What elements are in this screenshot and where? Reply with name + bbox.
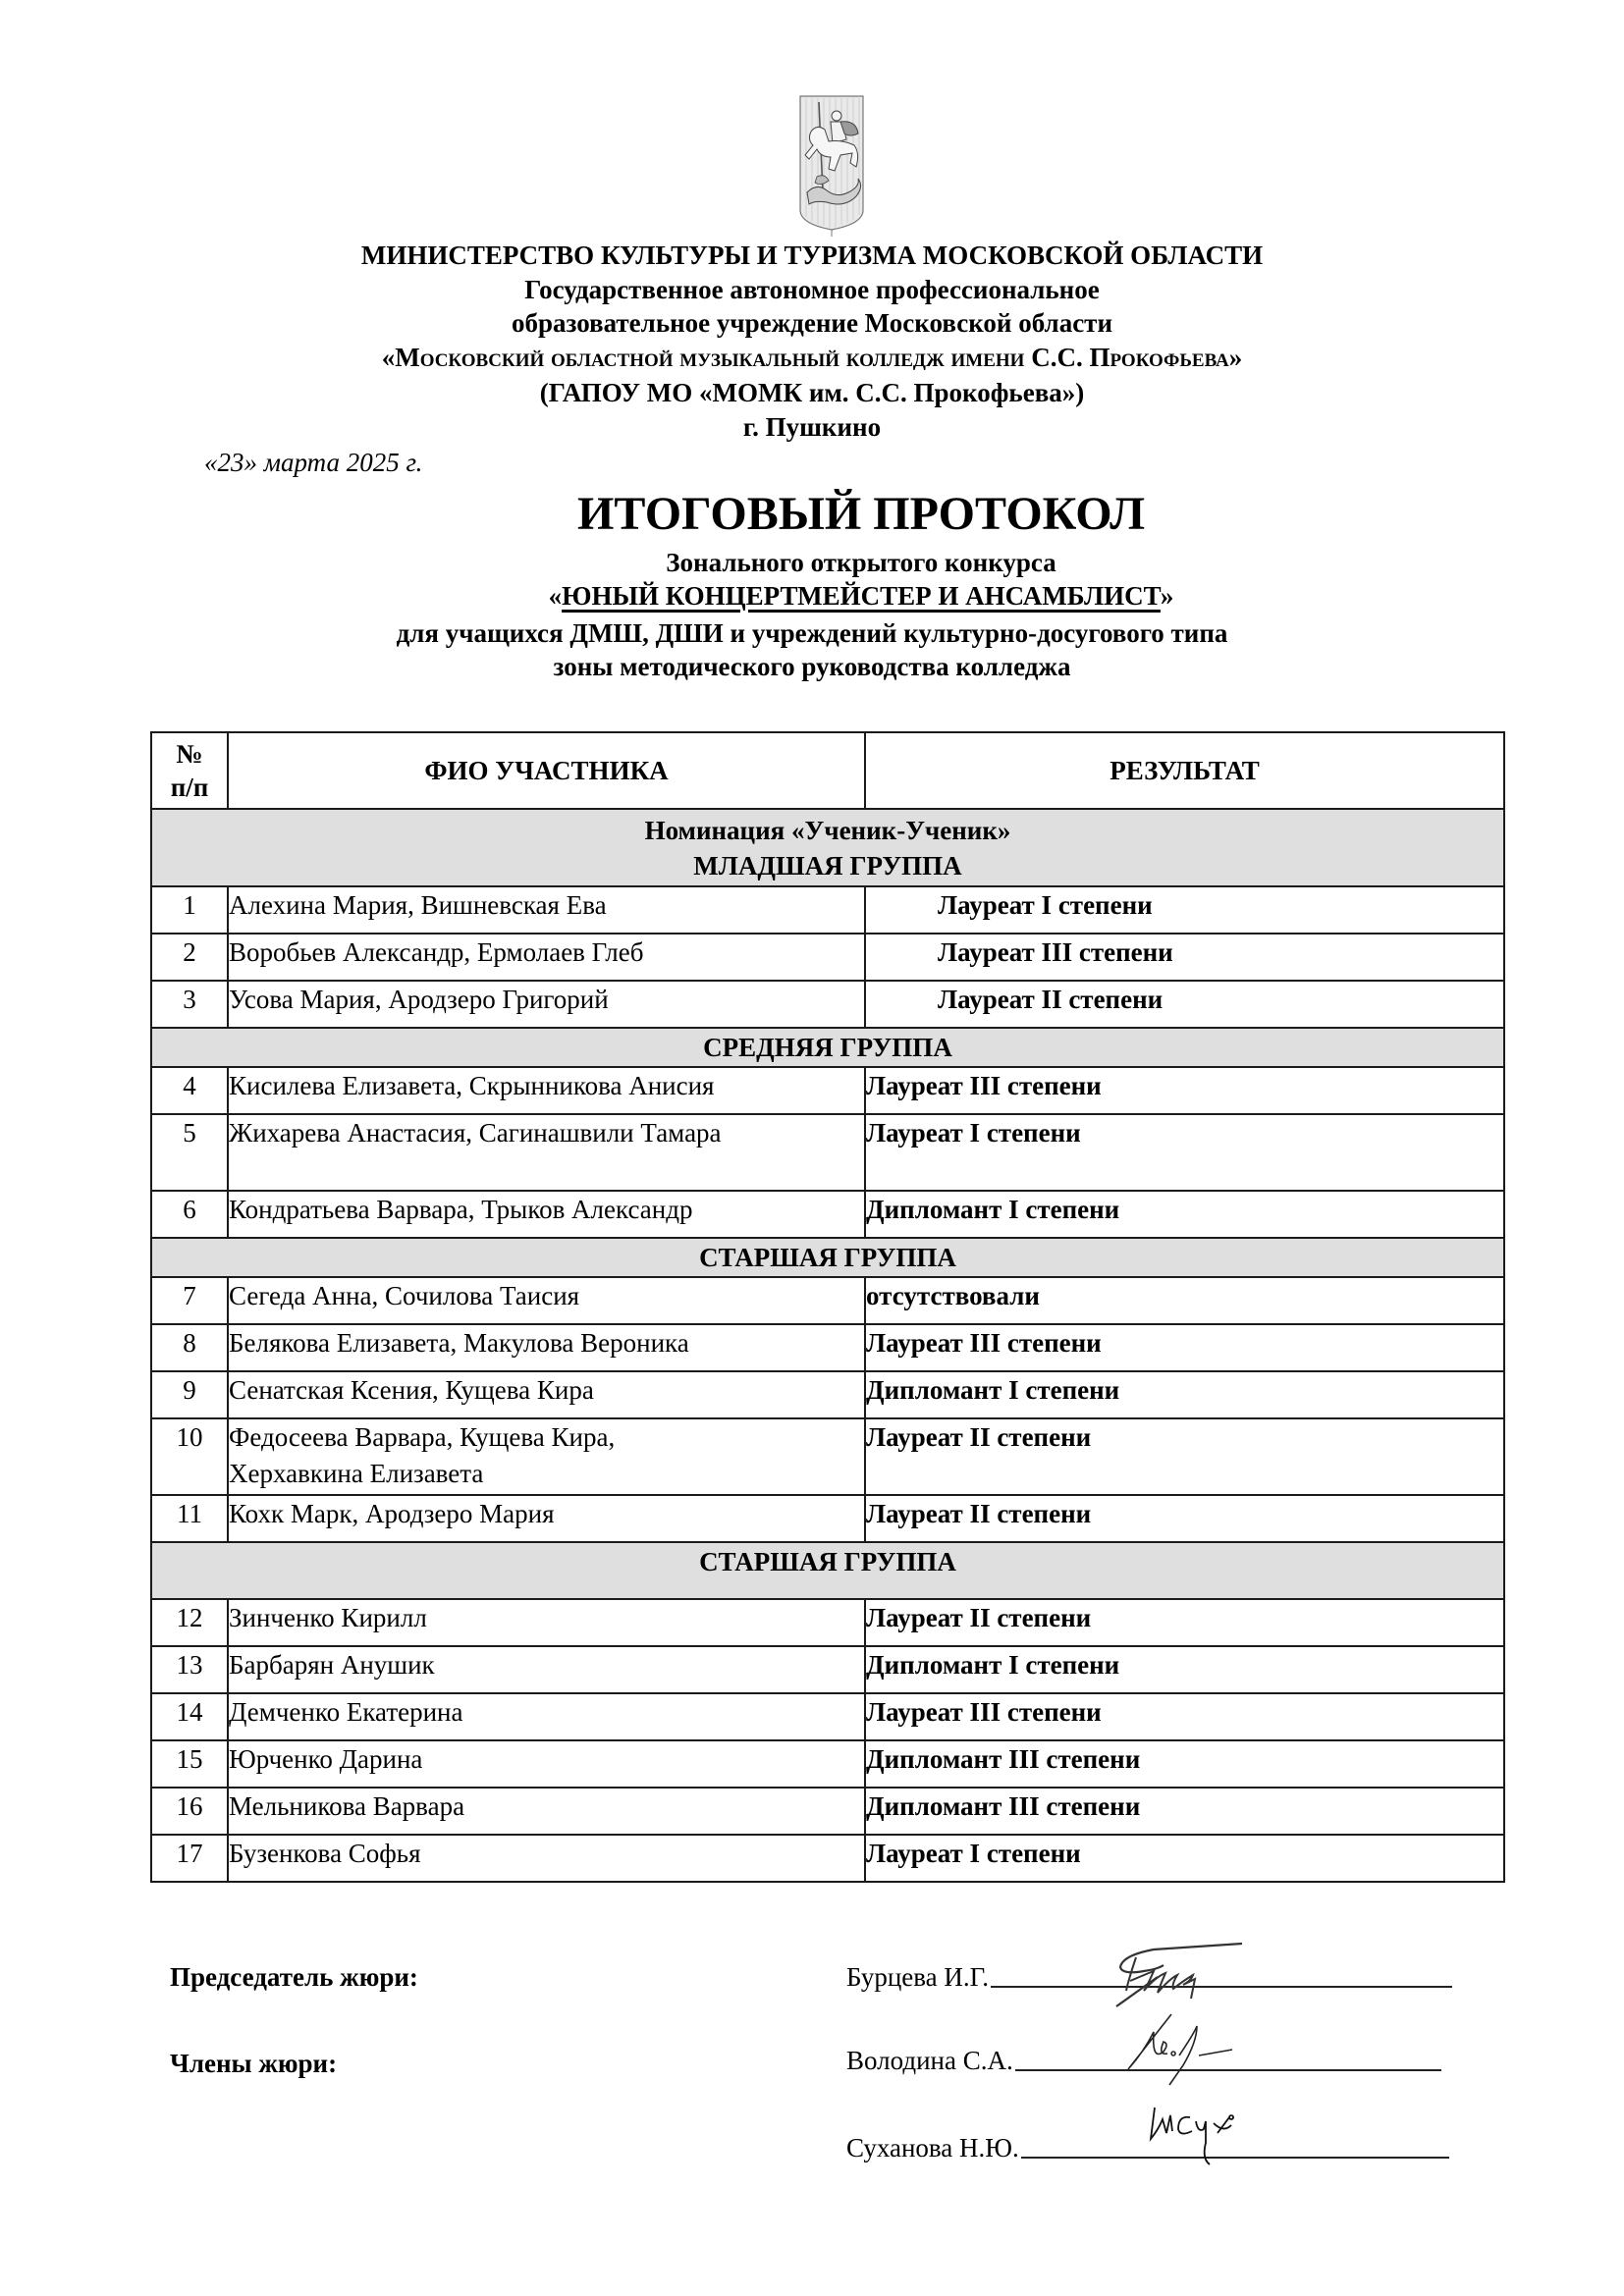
- jury-member-name: Володина С.А.: [846, 2046, 1013, 2075]
- result: отсутствовали: [865, 1277, 1504, 1324]
- table-row: [151, 1835, 1504, 1882]
- coat-of-arms-emblem: [797, 94, 866, 238]
- participant-name: Сегеда Анна, Сочилова Таисия: [228, 1277, 865, 1324]
- group-row: [151, 809, 1504, 886]
- document-title: ИТОГОВЫЙ ПРОТОКОЛ: [577, 488, 1145, 540]
- result: Лауреат I степени: [865, 1114, 1504, 1191]
- participant-name: Демченко Екатерина: [228, 1693, 865, 1740]
- row-number: 1: [151, 886, 228, 934]
- group-title: СТАРШАЯ ГРУППА: [151, 1238, 1504, 1277]
- contest-type: Зонального открытого конкурса: [666, 548, 1056, 577]
- table-row: [151, 886, 1504, 934]
- group-title: СРЕДНЯЯ ГРУППА: [151, 1028, 1504, 1067]
- result: Дипломант I степени: [865, 1191, 1504, 1238]
- quote-open: «: [548, 581, 563, 611]
- table-row: [151, 1114, 1504, 1191]
- row-number: 16: [151, 1788, 228, 1835]
- participant-name: Кондратьева Варвара, Трыков Александр: [228, 1191, 865, 1238]
- jury-chair-label: Председатель жюри:: [170, 1962, 418, 1992]
- table-row: [151, 1191, 1504, 1238]
- group-row: [151, 1028, 1504, 1067]
- participant-name: Зинченко Кирилл: [228, 1599, 865, 1646]
- row-number: 3: [151, 981, 228, 1028]
- result: Дипломант I степени: [865, 1371, 1504, 1418]
- table-row: [151, 934, 1504, 981]
- jury-chair-name: Бурцева И.Г.: [846, 1962, 989, 1992]
- column-header-name: ФИО УЧАСТНИКА: [228, 732, 865, 809]
- table-row: [151, 1693, 1504, 1740]
- group-row: [151, 1238, 1504, 1277]
- participant-name: Воробьев Александр, Ермолаев Глеб: [228, 934, 865, 981]
- column-header-number: [151, 732, 228, 809]
- participant-name: Кохк Марк, Ародзеро Мария: [228, 1495, 865, 1542]
- participant-name: Бузенкова Софья: [228, 1835, 865, 1882]
- participant-name: Алехина Мария, Вишневская Ева: [228, 886, 865, 934]
- result: Лауреат II степени: [865, 1418, 1504, 1495]
- ministry-name: МИНИСТЕРСТВО КУЛЬТУРЫ И ТУРИЗМА МОСКОВСКОЙ ОБЛАСТИ: [360, 240, 1264, 270]
- row-number: 6: [151, 1191, 228, 1238]
- result: Дипломант III степени: [865, 1788, 1504, 1835]
- group-heading: [151, 809, 1504, 886]
- row-number: 17: [151, 1835, 228, 1882]
- table-row: [151, 1788, 1504, 1835]
- row-number: 4: [151, 1067, 228, 1114]
- result: Лауреат III степени: [865, 1693, 1504, 1740]
- row-number: 11: [151, 1495, 228, 1542]
- row-number: 15: [151, 1740, 228, 1788]
- row-number: 13: [151, 1646, 228, 1693]
- college-name: «Московский областной музыкальный колледж имени С.С. Прокофьева»: [381, 343, 1243, 372]
- contest-name: [0, 579, 1624, 613]
- table-row: [151, 1495, 1504, 1542]
- group-row: [151, 1542, 1504, 1599]
- result: Дипломант I степени: [865, 1646, 1504, 1693]
- row-number: 5: [151, 1114, 228, 1191]
- jury-member-name: Суханова Н.Ю.: [846, 2133, 1019, 2163]
- jury-members-label: Члены жюри:: [170, 2049, 338, 2078]
- row-number: 9: [151, 1371, 228, 1418]
- college-short-name: (ГАПОУ МО «МОМК им. С.С. Прокофьева»): [539, 378, 1085, 407]
- contest-zone: зоны методического руководства колледжа: [553, 652, 1071, 681]
- city: г. Пушкино: [742, 412, 882, 442]
- row-number: 14: [151, 1693, 228, 1740]
- signature-line-member-2: [846, 2131, 1449, 2165]
- table-row: [151, 1599, 1504, 1646]
- row-number: 12: [151, 1599, 228, 1646]
- participant-name: Жихарева Анастасия, Сагинашвили Тамара: [228, 1114, 865, 1191]
- group-title: СТАРШАЯ ГРУППА: [151, 1542, 1504, 1599]
- row-number: 7: [151, 1277, 228, 1324]
- number-abbr: п/п: [170, 773, 209, 802]
- results-table: [150, 731, 1505, 1883]
- participant-name: Федосеева Варвара, Кущева Кира, Херхавкина Елизавета: [228, 1418, 865, 1495]
- result: Лауреат I степени: [865, 1835, 1504, 1882]
- column-header-result: РЕЗУЛЬТАТ: [865, 732, 1504, 809]
- result: Лауреат II степени: [865, 1495, 1504, 1542]
- table-row: [151, 1418, 1504, 1495]
- result: Лауреат III степени: [865, 1067, 1504, 1114]
- participant-name: Мельникова Варвара: [228, 1788, 865, 1835]
- org-type-line-1: Государственное автономное профессиональное: [524, 275, 1100, 304]
- result: Лауреат I степени: [865, 886, 1504, 934]
- table-row: [151, 1324, 1504, 1371]
- participant-name: Сенатская Ксения, Кущева Кира: [228, 1371, 865, 1418]
- result: Лауреат II степени: [865, 981, 1504, 1028]
- row-number: 8: [151, 1324, 228, 1371]
- number-sign: №: [176, 739, 203, 769]
- participant-name: Кисилева Елизавета, Скрынникова Анисия: [228, 1067, 865, 1114]
- result: Дипломант III степени: [865, 1740, 1504, 1788]
- signature-volodina: [1124, 2012, 1242, 2091]
- participant-name: Барбарян Анушик: [228, 1646, 865, 1693]
- table-header-row: [151, 732, 1504, 809]
- nomination-title: Номинация «Ученик-Ученик»: [644, 816, 1011, 845]
- protocol-date: «23» марта 2025 г.: [204, 448, 423, 477]
- contest-audience: для учащихся ДМШ, ДШИ и учреждений культурно-досугового типа: [396, 618, 1228, 648]
- quote-close: »: [1160, 581, 1174, 611]
- table-row: [151, 1067, 1504, 1114]
- table-row: [151, 1646, 1504, 1693]
- table-row: [151, 1371, 1504, 1418]
- result: Лауреат III степени: [865, 1324, 1504, 1371]
- signature-burtseva: [1114, 1942, 1247, 2010]
- participant-name: Юрченко Дарина: [228, 1740, 865, 1788]
- table-row: [151, 1277, 1504, 1324]
- contest-name-underlined: ЮНЫЙ КОНЦЕРТМЕЙСТЕР И АНСАМБЛИСТ: [562, 581, 1161, 611]
- group-title: МЛАДШАЯ ГРУППА: [693, 851, 962, 881]
- result: Лауреат II степени: [865, 1599, 1504, 1646]
- result: Лауреат III степени: [865, 934, 1504, 981]
- table-row: [151, 1740, 1504, 1788]
- signature-sukhanova: [1149, 2104, 1257, 2172]
- row-number: 2: [151, 934, 228, 981]
- org-type-line-2: образовательное учреждение Московской области: [512, 308, 1112, 338]
- participant-name: Усова Мария, Ародзеро Григорий: [228, 981, 865, 1028]
- participant-name: Белякова Елизавета, Макулова Вероника: [228, 1324, 865, 1371]
- table-row: [151, 981, 1504, 1028]
- row-number: 10: [151, 1418, 228, 1495]
